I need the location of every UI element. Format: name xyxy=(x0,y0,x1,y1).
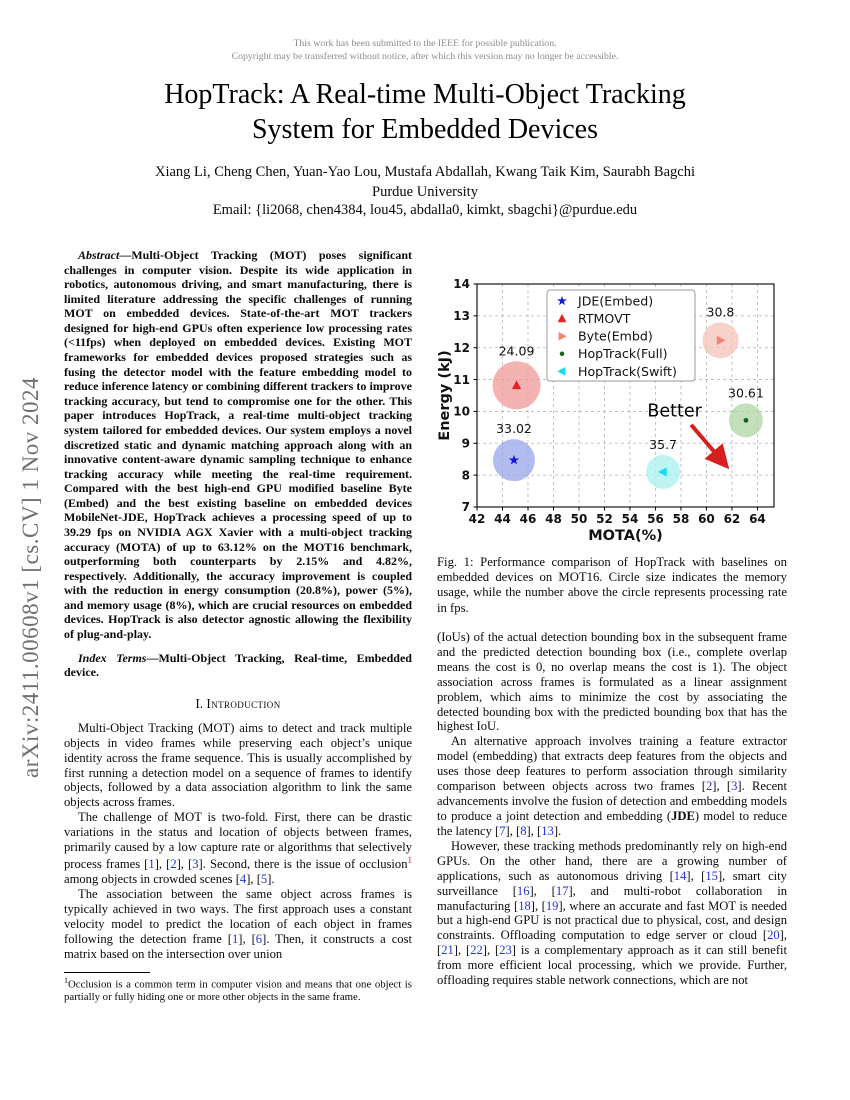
legend-label: HopTrack(Full) xyxy=(578,346,668,362)
data-point-JDE(Embed) xyxy=(493,421,535,481)
citation-link[interactable]: 14 xyxy=(673,868,687,883)
footnote-marker: 1 xyxy=(64,975,68,985)
citation-link[interactable]: 8 xyxy=(520,823,527,838)
left-column xyxy=(64,248,412,1004)
legend xyxy=(547,290,695,381)
paper-title-line2: System for Embedded Devices xyxy=(251,113,599,145)
svg-text:12: 12 xyxy=(453,340,470,355)
abstract-leadin: Abstract xyxy=(78,248,120,262)
right-column xyxy=(437,248,787,988)
email-line: Email: {li2068, chen4384, lou45, abdalla0, kimkt, sbagchi}@purdue.edu xyxy=(212,202,638,218)
legend-label: JDE(Embed) xyxy=(578,293,654,309)
citation-link[interactable]: 13 xyxy=(541,823,554,838)
figure-1-caption: Fig. 1: Performance comparison of HopTrack with baselines on embedded devices on MOT16. Circle size indicates the memory usage, while the number above the circle represents processing rate in fps. xyxy=(437,555,787,615)
svg-text:56: 56 xyxy=(647,512,664,526)
svg-text:8: 8 xyxy=(461,468,470,483)
abstract-text: —Multi-Object Tracking (MOT) poses significant challenges in computer vision. Despite its wide application in robotics, autonomous driving, and smart manufacturing, there is limited literature addressing the specific challenges of running MOT on embedded devices. State-of-the-art MOT trackers designed for high-end GPUs often experience low processing rates (<11fps) when deployed on embedded devices. Existing MOT frameworks for embedded devices proposed strategies such as fusing the detector model with the feature embedding model to reduce inference latency or combining different trackers to improve tracking accuracy, but tend to compromise one for the other. This paper introduces HopTrack, a real-time multi-object tracking system tailored for embedded devices. Our system employs a novel discretized static and dynamic matching approach along with an innovative content-aware dynamic sampling technique to enhance tracking accuracy while meeting the real-time requirement. Compared with the best high-end GPU modified baseline Byte (Embed) and the best existing baseline on embedded devices MobileNet-JDE, HopTrack achieves a processing speed of up to 39.29 fps on NVIDIA AGX Xavier with a multi-object tracking accuracy (MOTA) of up to 63.12% on the MOT16 benchmark, outperforming both counterparts by 2.15% and 4.82%, respectively. Additionally, the accuracy improvement is coupled with the reduction in energy consumption (20.8%), power (5%), and memory usage (8%), which are crucial resources on embedded devices. HopTrack is also detector agnostic allowing the flexibility of plug-and-play. xyxy=(64,248,412,642)
body-paragraph-1: (IoUs) of the actual detection bounding box in the subsequent frame and the predicted detection bounding box (i.e., complete overlap means the cost is 0, no overlap means the cost is 1). The object association across frames is formulated as a linear assignment problem, which aims to minimize the cost by associating the detected bounding box with the predicted bounding box that has the highest IoU. xyxy=(437,629,787,734)
svg-text:58: 58 xyxy=(672,512,690,526)
citation-link[interactable]: 4 xyxy=(239,872,247,887)
citation-link[interactable]: 1 xyxy=(148,857,155,872)
citation-link[interactable]: 5 xyxy=(260,872,268,887)
citation-link[interactable]: 21 xyxy=(441,943,454,958)
figure-1-chart xyxy=(437,276,787,547)
citation-link[interactable]: 15 xyxy=(705,868,718,883)
citation-link[interactable]: 19 xyxy=(545,898,559,913)
affiliation: Purdue University xyxy=(372,184,478,200)
fps-label: 33.02 xyxy=(496,421,532,437)
data-point-RTMOVT xyxy=(493,343,541,409)
index-terms-text: —Multi-Object Tracking, Real-time, Embedded device. xyxy=(64,650,412,680)
footnote-ref[interactable]: 1 xyxy=(407,855,413,866)
svg-text:14: 14 xyxy=(453,277,470,292)
fps-label: 30.61 xyxy=(728,385,764,401)
citation-link[interactable]: 2 xyxy=(170,857,177,872)
data-point-HopTrack(Full) xyxy=(728,385,764,437)
figure-1 xyxy=(437,276,787,616)
author-list: Xiang Li, Cheng Chen, Yuan-Yao Lou, Mustafa Abdallah, Kwang Taik Kim, Saurabh Bagchi xyxy=(155,164,695,180)
citation-link[interactable]: 1 xyxy=(231,931,239,946)
svg-text:64: 64 xyxy=(749,512,766,526)
svg-text:62: 62 xyxy=(723,512,741,526)
fps-label: 35.7 xyxy=(649,437,678,452)
intro-paragraph-1: Multi-Object Tracking (MOT) aims to detect and track multiple objects in video frames while preserving each object’s unique identity across the frame sequence. This is usually accomplished by first running a detection model on a sequence of frames to identify objects, followed by a data association algorithm to link the same objects across frames. xyxy=(64,720,412,810)
paper-title-line1: HopTrack: A Real-time Multi-Object Tracking xyxy=(164,79,686,110)
footnote-text: Occlusion is a common term in computer vision and means that one object is partially or fully hiding one or more other objects in the same frame. xyxy=(64,978,412,1004)
y-axis-label: Energy (kJ) xyxy=(437,350,453,441)
abstract xyxy=(64,248,412,642)
arxiv-watermark: arXiv:2411.00608v1 [cs.CV] 1 Nov 2024 xyxy=(18,377,43,778)
svg-text:7: 7 xyxy=(461,500,470,515)
svg-text:50: 50 xyxy=(570,512,588,526)
intro-paragraph-3: The association between the same object across frames is typically achieved in two ways. The first approach uses a constant velocity model to predict the location of each object in frames following the detection frame [1], [6]. Then, it constructs a cost matrix based on the intersection over union xyxy=(64,887,412,961)
citation-link[interactable]: 23 xyxy=(499,943,512,958)
legend-label: HopTrack(Swift) xyxy=(578,363,677,379)
section-title: Introduction xyxy=(206,695,281,711)
footnote-rule xyxy=(64,972,150,973)
section-heading-introduction xyxy=(64,696,412,712)
index-terms xyxy=(64,651,412,680)
scatter-plot xyxy=(437,276,787,542)
legend-label: RTMOVT xyxy=(578,311,631,326)
svg-text:42: 42 xyxy=(468,512,486,526)
citation-link[interactable]: 16 xyxy=(516,883,530,898)
citation-link[interactable]: 18 xyxy=(518,898,531,913)
data-point-Byte(Embd) xyxy=(702,304,738,358)
body-paragraph-2: An alternative approach involves training a feature extractor model (embedding) that extracts deep features from the objects and uses those deep features to perform association through similarity comparison between objects across two frames [2], [3]. Recent advancements involve the fusion of detection and embedding models to produce a joint detection and embedding (JDE) model to reduce the latency [7], [8], [13]. xyxy=(437,734,787,838)
citation-link[interactable]: 3 xyxy=(731,779,738,794)
data-point-HopTrack(Swift) xyxy=(646,437,680,489)
svg-text:60: 60 xyxy=(698,512,715,526)
svg-text:48: 48 xyxy=(545,512,562,526)
fps-label: 24.09 xyxy=(498,343,535,359)
svg-text:52: 52 xyxy=(596,512,613,526)
intro-paragraph-2: The challenge of MOT is two-fold. First, there can be drastic variations in the status and location of objects between frames, primarily caused by a low capture rate or algorithms that selectively process frames [1], [2], [3]. Second, there is the issue of occlusion$^1$ among objects in crowded scenes [4], [5]. xyxy=(64,810,413,887)
citation-link[interactable]: 17 xyxy=(555,883,569,898)
svg-text:13: 13 xyxy=(453,309,470,324)
citation-link[interactable]: 3 xyxy=(192,857,199,872)
citation-link[interactable]: 22 xyxy=(470,943,483,958)
submission-notice-line1: This work has been submitted to the IEEE for possible publication. xyxy=(293,38,557,49)
svg-text:10: 10 xyxy=(453,404,470,419)
svg-text:9: 9 xyxy=(461,436,470,451)
citation-link[interactable]: 6 xyxy=(255,931,263,946)
paper-title xyxy=(0,78,850,147)
legend-label: Byte(Embd) xyxy=(578,328,653,344)
index-terms-leadin: Index Terms xyxy=(78,650,147,665)
submission-notice xyxy=(0,38,850,64)
submission-notice-line2: Copyright may be transferred without notice, after which this version may no longer be accessible. xyxy=(231,50,619,62)
fps-label: 30.8 xyxy=(706,304,735,320)
body-paragraph-3: However, these tracking methods predominantly rely on high-end GPUs. On the other hand, there are a growing number of applications, such as autonomous driving [14], [15], smart city surveillance [16], [17], and multi-robot collaboration in manufacturing [18], [19], where an accurate and fast MOT is needed but a high-end GPU is not practical due to physical, cost, and design constraints. Offloading computation to edge server or cloud [20], [21], [22], [23] is a complementary approach as it can still benefit from more efficient local processing, which we provide. Further, offloading requires stable network connections, which are not xyxy=(437,838,788,988)
footnote xyxy=(64,976,412,1005)
x-axis-label: MOTA(%) xyxy=(588,528,663,542)
svg-text:44: 44 xyxy=(494,512,511,526)
citation-link[interactable]: 20 xyxy=(767,928,780,943)
citation-link[interactable]: 2 xyxy=(705,779,713,794)
svg-text:46: 46 xyxy=(519,512,537,526)
svg-text:54: 54 xyxy=(621,512,639,526)
svg-text:Better: Better xyxy=(647,401,702,422)
section-number: I. xyxy=(195,695,204,711)
citation-link[interactable]: 7 xyxy=(499,823,506,838)
svg-text:11: 11 xyxy=(453,372,470,387)
